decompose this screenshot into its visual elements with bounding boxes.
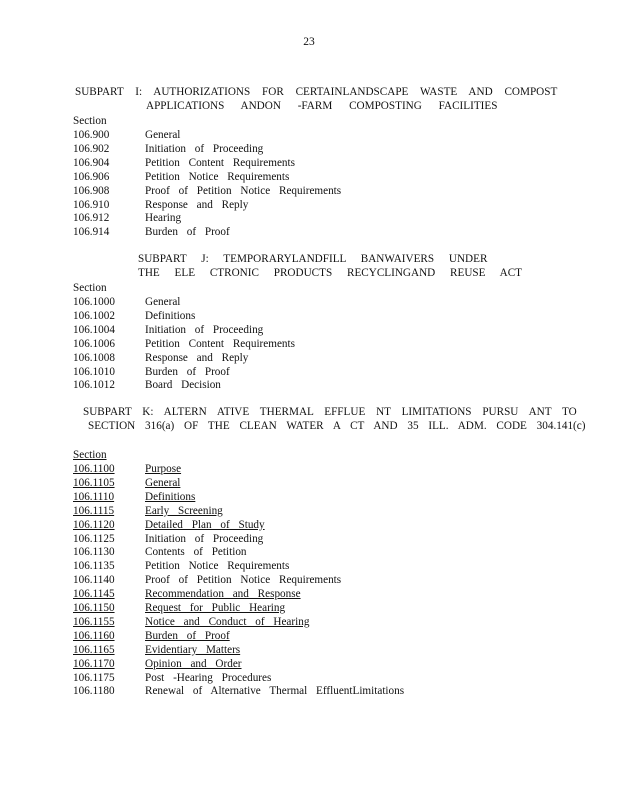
section-title: Petition Notice Requirements [145, 170, 290, 183]
section-title: Early Screening [145, 504, 223, 517]
section-title: Burden of Proof [145, 226, 230, 239]
subpart-i-section-label: Section [73, 115, 107, 127]
section-number: 106.1115 [73, 504, 115, 517]
section-title: Initiation of Proceeding [145, 142, 264, 155]
section-number: 106.1140 [73, 574, 115, 587]
subpart-j-heading-line1: SUBPART J: TEMPORARYLANDFILL BANWAIVERS UNDER [138, 253, 488, 265]
section-number: 106.1012 [73, 379, 115, 392]
section-title: Petition Content Requirements [145, 337, 295, 350]
section-number: 106.1002 [73, 309, 115, 322]
section-title: Initiation of Proceeding [145, 532, 264, 545]
section-number: 106.1165 [73, 643, 115, 656]
section-title: Evidentiary Matters [145, 643, 241, 656]
section-number: 106.914 [73, 226, 110, 239]
section-number: 106.912 [73, 212, 110, 225]
section-title: Proof of Petition Notice Requirements [145, 184, 342, 197]
section-number: 106.908 [73, 184, 110, 197]
section-number: 106.1130 [73, 546, 115, 559]
section-title: Definitions [145, 309, 196, 322]
section-title: Detailed Plan of Study [145, 518, 265, 531]
section-title: Contents of Petition [145, 546, 247, 559]
section-number: 106.1125 [73, 532, 115, 545]
subpart-k-heading-line2: SECTION 316(a) OF THE CLEAN WATER A CT AND 35 ILL. ADM. CODE 304.141(c) [88, 420, 586, 432]
section-number: 106.1160 [73, 629, 115, 642]
section-title: Purpose [145, 463, 182, 475]
section-title: Hearing [145, 212, 182, 225]
section-number: 106.906 [73, 170, 110, 183]
section-title: Definitions [145, 490, 196, 503]
section-number: 106.1145 [73, 588, 115, 601]
section-title: Renewal of Alternative Thermal EffluentLimitations [145, 685, 405, 698]
section-title: Initiation of Proceeding [145, 323, 264, 336]
section-title: Post -Hearing Procedures [145, 671, 272, 684]
section-number: 106.900 [73, 129, 110, 141]
section-title: Proof of Petition Notice Requirements [145, 574, 342, 587]
section-number: 106.1008 [73, 351, 115, 364]
section-title: General [145, 476, 181, 489]
section-title: Petition Content Requirements [145, 156, 295, 169]
subpart-i-heading-line2: APPLICATIONS ANDON -FARM COMPOSTING FACILITIES [146, 100, 498, 112]
section-number: 106.1000 [73, 296, 115, 308]
section-title: Request for Public Hearing [145, 602, 286, 614]
section-title: Response and Reply [145, 351, 249, 364]
section-number: 106.1150 [73, 602, 115, 614]
subpart-i-heading-line1: SUBPART I: AUTHORIZATIONS FOR CERTAINLANDSCAPE WASTE AND COMPOST [75, 86, 558, 98]
section-number: 106.1155 [73, 615, 115, 628]
section-number: 106.1180 [73, 685, 115, 698]
section-number: 106.1004 [73, 323, 115, 336]
section-number: 106.1105 [73, 476, 115, 489]
section-number: 106.910 [73, 198, 110, 211]
section-number: 106.1135 [73, 560, 115, 573]
section-number: 106.1120 [73, 518, 115, 531]
section-title: General [145, 129, 181, 141]
section-number: 106.1010 [73, 365, 115, 378]
subpart-j-section-label: Section [73, 282, 107, 294]
section-title: General [145, 296, 181, 308]
section-title: Response and Reply [145, 198, 249, 211]
page-number: 23 [303, 36, 315, 48]
section-number: 106.1110 [73, 490, 115, 503]
section-title: Burden of Proof [145, 365, 230, 378]
section-title: Recommendation and Response [145, 588, 301, 601]
section-title: Burden of Proof [145, 629, 230, 642]
section-number: 106.904 [73, 156, 110, 169]
section-title: Petition Notice Requirements [145, 560, 290, 573]
subpart-k-heading-line1: SUBPART K: ALTERN ATIVE THERMAL EFFLUE NT LIMITATIONS PURSU ANT TO [83, 406, 577, 418]
subpart-k-section-label: Section [73, 449, 107, 461]
section-title: Opinion and Order [145, 657, 242, 670]
section-number: 106.1100 [73, 463, 115, 475]
section-title: Board Decision [145, 379, 221, 392]
section-number: 106.1170 [73, 657, 115, 670]
section-number: 106.1175 [73, 671, 115, 684]
section-number: 106.902 [73, 142, 110, 155]
subpart-j-heading-line2: THE ELE CTRONIC PRODUCTS RECYCLINGAND REUSE ACT [138, 267, 523, 279]
section-title: Notice and Conduct of Hearing [145, 615, 310, 628]
section-number: 106.1006 [73, 337, 115, 350]
